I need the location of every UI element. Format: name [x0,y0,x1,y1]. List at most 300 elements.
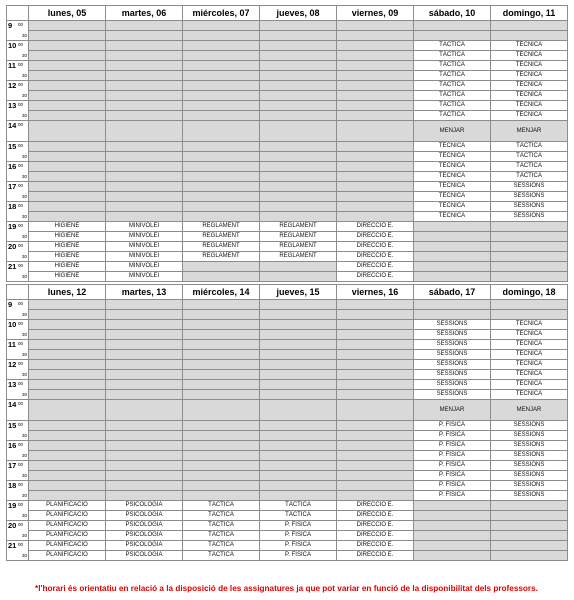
class-cell[interactable]: DIRECCIÓ E. [337,521,414,531]
class-cell[interactable]: PLANIFICACIÓ [29,541,106,551]
class-cell[interactable]: TÈCNICA [491,51,568,61]
empty-cell[interactable] [106,300,183,310]
class-cell[interactable]: HIGIENE [29,262,106,272]
empty-cell[interactable] [260,300,337,310]
empty-cell[interactable] [260,172,337,182]
class-cell[interactable]: REGLAMENT [260,252,337,262]
empty-cell[interactable] [29,21,106,31]
class-cell[interactable]: SESSIONS [491,192,568,202]
empty-cell[interactable] [29,152,106,162]
empty-cell[interactable] [183,421,260,431]
class-cell[interactable]: TÈCNICA [491,41,568,51]
class-cell[interactable]: SESSIONS [414,320,491,330]
class-cell[interactable]: P. FÍSICA [260,541,337,551]
empty-cell[interactable] [106,390,183,400]
class-cell[interactable]: DIRECCIÓ E. [337,252,414,262]
empty-cell[interactable] [260,81,337,91]
class-cell[interactable]: PLANIFICACIÓ [29,531,106,541]
class-cell[interactable]: TÀCTICA [183,551,260,561]
empty-cell[interactable] [183,370,260,380]
class-cell[interactable]: DIRECCIÓ E. [337,262,414,272]
class-cell[interactable]: HIGIENE [29,272,106,282]
class-cell[interactable]: SESSIONS [414,360,491,370]
empty-cell[interactable] [106,491,183,501]
empty-cell[interactable] [491,541,568,551]
empty-cell[interactable] [260,71,337,81]
empty-cell[interactable] [106,360,183,370]
class-cell[interactable]: P. FÍSICA [414,441,491,451]
empty-cell[interactable] [29,360,106,370]
class-cell[interactable]: P. FÍSICA [260,531,337,541]
empty-cell[interactable] [337,172,414,182]
empty-cell[interactable] [106,152,183,162]
empty-cell[interactable] [106,471,183,481]
empty-cell[interactable] [183,481,260,491]
class-cell[interactable]: REGLAMENT [183,222,260,232]
class-cell[interactable]: TÈCNICA [414,142,491,152]
class-cell[interactable]: SESSIONS [491,451,568,461]
empty-cell[interactable] [337,350,414,360]
empty-cell[interactable] [491,310,568,320]
class-cell[interactable]: PSICOLOGIA [106,501,183,511]
class-cell[interactable]: PLANIFICACIÓ [29,501,106,511]
empty-cell[interactable] [106,111,183,121]
class-cell[interactable]: P. FÍSICA [260,521,337,531]
class-cell[interactable]: TÈCNICA [491,81,568,91]
class-cell[interactable]: SESSIONS [491,481,568,491]
empty-cell[interactable] [29,461,106,471]
class-cell[interactable]: TÀCTICA [491,172,568,182]
empty-cell[interactable] [491,242,568,252]
class-cell[interactable]: PSICOLOGIA [106,511,183,521]
empty-cell[interactable] [260,182,337,192]
class-cell[interactable]: TÈCNICA [491,71,568,81]
empty-cell[interactable] [337,380,414,390]
class-cell[interactable]: HIGIENE [29,252,106,262]
empty-cell[interactable] [183,471,260,481]
empty-cell[interactable] [414,252,491,262]
empty-cell[interactable] [106,431,183,441]
empty-cell[interactable] [183,360,260,370]
empty-cell[interactable] [183,172,260,182]
empty-cell[interactable] [106,370,183,380]
empty-cell[interactable] [337,31,414,41]
class-cell[interactable]: SESSIONS [491,202,568,212]
empty-cell[interactable] [337,461,414,471]
empty-cell[interactable] [29,212,106,222]
class-cell[interactable]: SESSIONS [414,330,491,340]
empty-cell[interactable] [29,202,106,212]
class-cell[interactable]: REGLAMENT [183,242,260,252]
empty-cell[interactable] [106,340,183,350]
class-cell[interactable]: REGLAMENT [260,232,337,242]
empty-cell[interactable] [183,152,260,162]
class-cell[interactable]: TÈCNICA [491,360,568,370]
class-cell[interactable]: DIRECCIÓ E. [337,531,414,541]
class-cell[interactable]: TÈCNICA [414,192,491,202]
empty-cell[interactable] [29,491,106,501]
empty-cell[interactable] [29,162,106,172]
empty-cell[interactable] [106,162,183,172]
empty-cell[interactable] [106,380,183,390]
class-cell[interactable]: TÀCTICA [414,81,491,91]
empty-cell[interactable] [106,320,183,330]
empty-cell[interactable] [106,121,183,142]
empty-cell[interactable] [106,71,183,81]
class-cell[interactable]: REGLAMENT [183,232,260,242]
empty-cell[interactable] [106,31,183,41]
empty-cell[interactable] [183,320,260,330]
empty-cell[interactable] [29,350,106,360]
empty-cell[interactable] [337,21,414,31]
empty-cell[interactable] [260,121,337,142]
class-cell[interactable]: HIGIENE [29,242,106,252]
empty-cell[interactable] [491,21,568,31]
class-cell[interactable]: SESSIONS [491,182,568,192]
empty-cell[interactable] [260,51,337,61]
empty-cell[interactable] [106,142,183,152]
empty-cell[interactable] [337,481,414,491]
class-cell[interactable]: TÈCNICA [491,91,568,101]
empty-cell[interactable] [183,31,260,41]
class-cell[interactable]: SESSIONS [491,461,568,471]
empty-cell[interactable] [491,511,568,521]
empty-cell[interactable] [260,400,337,421]
class-cell[interactable]: MENJAR [414,121,491,142]
empty-cell[interactable] [260,21,337,31]
class-cell[interactable]: TÈCNICA [414,152,491,162]
empty-cell[interactable] [183,441,260,451]
empty-cell[interactable] [106,461,183,471]
empty-cell[interactable] [337,182,414,192]
empty-cell[interactable] [414,222,491,232]
empty-cell[interactable] [106,41,183,51]
class-cell[interactable]: TÀCTICA [491,162,568,172]
empty-cell[interactable] [183,431,260,441]
empty-cell[interactable] [29,431,106,441]
class-cell[interactable]: TÀCTICA [260,511,337,521]
empty-cell[interactable] [29,320,106,330]
empty-cell[interactable] [183,81,260,91]
empty-cell[interactable] [29,310,106,320]
empty-cell[interactable] [183,340,260,350]
empty-cell[interactable] [414,242,491,252]
class-cell[interactable]: TÀCTICA [183,511,260,521]
empty-cell[interactable] [183,350,260,360]
empty-cell[interactable] [29,81,106,91]
class-cell[interactable]: TÈCNICA [491,340,568,350]
class-cell[interactable]: DIRECCIÓ E. [337,551,414,561]
class-cell[interactable]: PSICOLOGIA [106,531,183,541]
class-cell[interactable]: DIRECCIÓ E. [337,511,414,521]
empty-cell[interactable] [337,320,414,330]
class-cell[interactable]: TÈCNICA [414,212,491,222]
empty-cell[interactable] [337,61,414,71]
empty-cell[interactable] [260,390,337,400]
class-cell[interactable]: TÈCNICA [491,101,568,111]
empty-cell[interactable] [337,162,414,172]
empty-cell[interactable] [29,370,106,380]
class-cell[interactable]: SESSIONS [414,340,491,350]
empty-cell[interactable] [29,71,106,81]
class-cell[interactable]: TÀCTICA [414,51,491,61]
class-cell[interactable]: P. FÍSICA [414,421,491,431]
empty-cell[interactable] [414,501,491,511]
empty-cell[interactable] [183,111,260,121]
empty-cell[interactable] [183,61,260,71]
empty-cell[interactable] [491,252,568,262]
empty-cell[interactable] [183,91,260,101]
empty-cell[interactable] [414,541,491,551]
empty-cell[interactable] [29,340,106,350]
empty-cell[interactable] [29,31,106,41]
class-cell[interactable]: MENJAR [491,400,568,421]
empty-cell[interactable] [260,142,337,152]
empty-cell[interactable] [337,111,414,121]
empty-cell[interactable] [29,481,106,491]
empty-cell[interactable] [183,461,260,471]
empty-cell[interactable] [29,192,106,202]
empty-cell[interactable] [29,400,106,421]
empty-cell[interactable] [106,400,183,421]
class-cell[interactable]: MINIVOLEI [106,262,183,272]
empty-cell[interactable] [106,212,183,222]
class-cell[interactable]: DIRECCIÓ E. [337,501,414,511]
class-cell[interactable]: MINIVOLEI [106,222,183,232]
empty-cell[interactable] [29,61,106,71]
empty-cell[interactable] [29,172,106,182]
class-cell[interactable]: SESSIONS [414,380,491,390]
empty-cell[interactable] [260,101,337,111]
empty-cell[interactable] [183,71,260,81]
empty-cell[interactable] [260,461,337,471]
empty-cell[interactable] [183,400,260,421]
class-cell[interactable]: P. FÍSICA [414,481,491,491]
class-cell[interactable]: SESSIONS [491,441,568,451]
empty-cell[interactable] [260,111,337,121]
empty-cell[interactable] [414,272,491,282]
empty-cell[interactable] [183,51,260,61]
empty-cell[interactable] [29,451,106,461]
class-cell[interactable]: TÀCTICA [183,541,260,551]
class-cell[interactable]: SESSIONS [414,390,491,400]
empty-cell[interactable] [337,152,414,162]
empty-cell[interactable] [414,551,491,561]
empty-cell[interactable] [337,212,414,222]
empty-cell[interactable] [260,212,337,222]
class-cell[interactable]: DIRECCIÓ E. [337,541,414,551]
empty-cell[interactable] [414,531,491,541]
empty-cell[interactable] [491,222,568,232]
empty-cell[interactable] [491,551,568,561]
empty-cell[interactable] [29,91,106,101]
class-cell[interactable]: DIRECCIÓ E. [337,232,414,242]
class-cell[interactable]: DIRECCIÓ E. [337,272,414,282]
class-cell[interactable]: TÈCNICA [414,162,491,172]
empty-cell[interactable] [183,121,260,142]
empty-cell[interactable] [183,142,260,152]
empty-cell[interactable] [183,330,260,340]
empty-cell[interactable] [260,61,337,71]
empty-cell[interactable] [106,481,183,491]
empty-cell[interactable] [337,330,414,340]
empty-cell[interactable] [260,202,337,212]
empty-cell[interactable] [260,441,337,451]
empty-cell[interactable] [106,61,183,71]
class-cell[interactable]: DIRECCIÓ E. [337,222,414,232]
empty-cell[interactable] [183,300,260,310]
empty-cell[interactable] [183,212,260,222]
class-cell[interactable]: SESSIONS [491,421,568,431]
class-cell[interactable]: PSICOLOGIA [106,551,183,561]
empty-cell[interactable] [491,272,568,282]
empty-cell[interactable] [106,21,183,31]
empty-cell[interactable] [260,41,337,51]
empty-cell[interactable] [29,421,106,431]
empty-cell[interactable] [337,81,414,91]
class-cell[interactable]: REGLAMENT [260,222,337,232]
empty-cell[interactable] [491,501,568,511]
empty-cell[interactable] [183,390,260,400]
class-cell[interactable]: MENJAR [414,400,491,421]
empty-cell[interactable] [337,451,414,461]
empty-cell[interactable] [491,232,568,242]
empty-cell[interactable] [29,300,106,310]
class-cell[interactable]: TÈCNICA [491,330,568,340]
empty-cell[interactable] [491,300,568,310]
class-cell[interactable]: DIRECCIÓ E. [337,242,414,252]
empty-cell[interactable] [414,300,491,310]
class-cell[interactable]: TÀCTICA [183,521,260,531]
empty-cell[interactable] [337,300,414,310]
empty-cell[interactable] [491,31,568,41]
class-cell[interactable]: REGLAMENT [260,242,337,252]
empty-cell[interactable] [337,390,414,400]
empty-cell[interactable] [414,521,491,531]
empty-cell[interactable] [29,51,106,61]
empty-cell[interactable] [260,91,337,101]
empty-cell[interactable] [29,330,106,340]
empty-cell[interactable] [183,310,260,320]
class-cell[interactable]: MINIVOLEI [106,272,183,282]
empty-cell[interactable] [260,491,337,501]
class-cell[interactable]: TÀCTICA [414,41,491,51]
empty-cell[interactable] [183,262,260,272]
empty-cell[interactable] [260,340,337,350]
class-cell[interactable]: SESSIONS [491,431,568,441]
empty-cell[interactable] [183,101,260,111]
empty-cell[interactable] [183,162,260,172]
class-cell[interactable]: TÈCNICA [414,182,491,192]
empty-cell[interactable] [183,451,260,461]
empty-cell[interactable] [337,51,414,61]
empty-cell[interactable] [183,192,260,202]
empty-cell[interactable] [337,471,414,481]
empty-cell[interactable] [183,380,260,390]
empty-cell[interactable] [260,421,337,431]
empty-cell[interactable] [260,350,337,360]
empty-cell[interactable] [260,262,337,272]
empty-cell[interactable] [106,310,183,320]
class-cell[interactable]: PSICOLOGIA [106,521,183,531]
empty-cell[interactable] [29,142,106,152]
empty-cell[interactable] [106,81,183,91]
empty-cell[interactable] [414,511,491,521]
empty-cell[interactable] [183,272,260,282]
empty-cell[interactable] [260,272,337,282]
empty-cell[interactable] [491,262,568,272]
empty-cell[interactable] [337,71,414,81]
empty-cell[interactable] [337,41,414,51]
class-cell[interactable]: TÀCTICA [414,111,491,121]
class-cell[interactable]: PSICOLOGIA [106,541,183,551]
class-cell[interactable]: TÈCNICA [491,370,568,380]
empty-cell[interactable] [260,451,337,461]
class-cell[interactable]: HIGIENE [29,232,106,242]
empty-cell[interactable] [337,431,414,441]
class-cell[interactable]: TÀCTICA [414,101,491,111]
class-cell[interactable]: TÈCNICA [491,320,568,330]
empty-cell[interactable] [260,310,337,320]
class-cell[interactable]: P. FÍSICA [414,451,491,461]
class-cell[interactable]: REGLAMENT [183,252,260,262]
empty-cell[interactable] [106,172,183,182]
empty-cell[interactable] [183,21,260,31]
class-cell[interactable]: PLANIFICACIÓ [29,551,106,561]
empty-cell[interactable] [183,491,260,501]
class-cell[interactable]: TÀCTICA [414,71,491,81]
class-cell[interactable]: MENJAR [491,121,568,142]
empty-cell[interactable] [260,320,337,330]
empty-cell[interactable] [29,182,106,192]
empty-cell[interactable] [183,182,260,192]
empty-cell[interactable] [29,101,106,111]
empty-cell[interactable] [260,152,337,162]
empty-cell[interactable] [106,330,183,340]
empty-cell[interactable] [106,182,183,192]
class-cell[interactable]: MINIVOLEI [106,252,183,262]
empty-cell[interactable] [260,31,337,41]
empty-cell[interactable] [337,441,414,451]
class-cell[interactable]: TÈCNICA [491,111,568,121]
class-cell[interactable]: TÀCTICA [183,531,260,541]
empty-cell[interactable] [414,232,491,242]
empty-cell[interactable] [414,21,491,31]
class-cell[interactable]: TÈCNICA [491,350,568,360]
empty-cell[interactable] [337,310,414,320]
empty-cell[interactable] [337,121,414,142]
empty-cell[interactable] [260,380,337,390]
empty-cell[interactable] [414,262,491,272]
class-cell[interactable]: P. FÍSICA [414,471,491,481]
empty-cell[interactable] [106,350,183,360]
empty-cell[interactable] [29,390,106,400]
class-cell[interactable]: SESSIONS [414,350,491,360]
empty-cell[interactable] [260,431,337,441]
empty-cell[interactable] [337,101,414,111]
class-cell[interactable]: PLANIFICACIÓ [29,521,106,531]
empty-cell[interactable] [260,481,337,491]
empty-cell[interactable] [106,421,183,431]
class-cell[interactable]: SESSIONS [491,212,568,222]
empty-cell[interactable] [106,451,183,461]
empty-cell[interactable] [29,380,106,390]
empty-cell[interactable] [260,471,337,481]
empty-cell[interactable] [337,142,414,152]
empty-cell[interactable] [337,202,414,212]
class-cell[interactable]: P. FÍSICA [260,551,337,561]
empty-cell[interactable] [260,330,337,340]
